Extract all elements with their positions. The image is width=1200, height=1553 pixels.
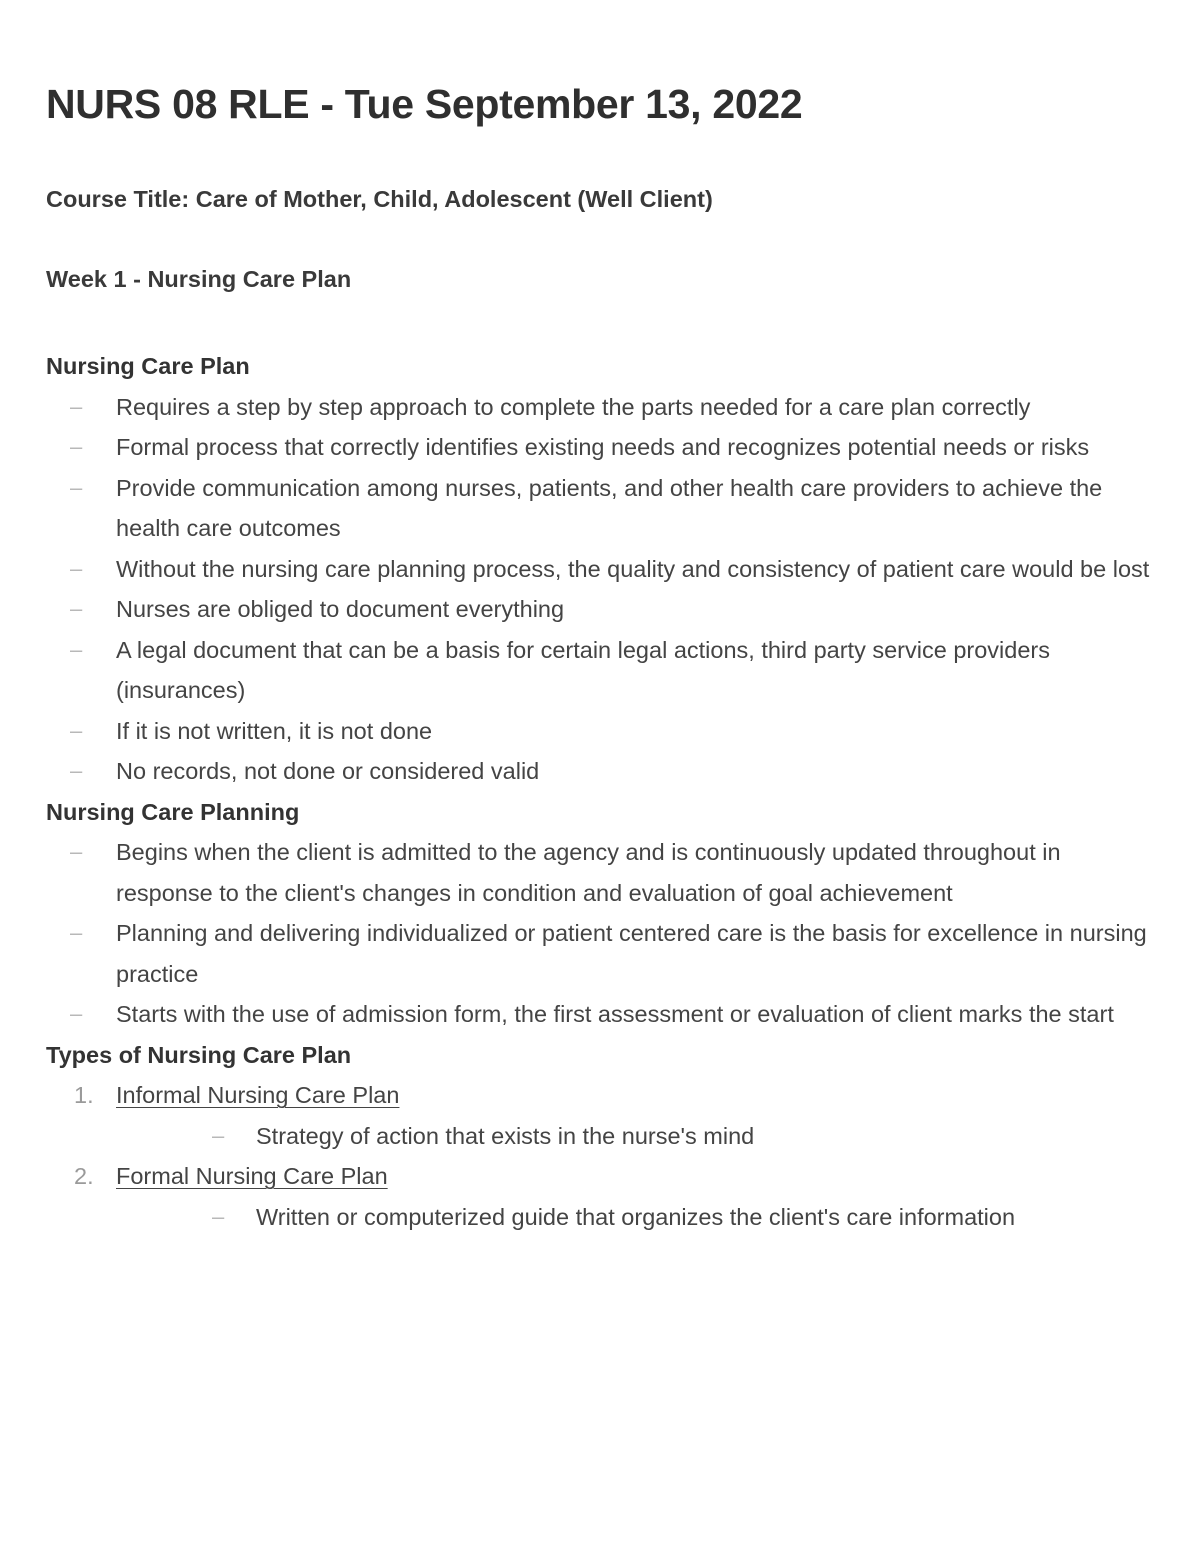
dash-bullet: – [70,434,83,459]
dash-bullet: – [70,474,83,500]
list-item [46,994,1156,1035]
list-item [46,711,1156,752]
list-item-text: If it is not written, it is not done [116,717,433,744]
dash-bullet: – [212,1122,225,1148]
sub-list [116,1197,1156,1238]
dash-bullet: – [70,1001,83,1026]
list-item [46,427,1156,468]
list-item-text: A legal document that can be a basis for certain legal actions, third party service providers (insurances) [116,636,1050,703]
section-heading-nursing-care-planning: Nursing Care Planning [46,798,300,825]
dash-bullet: – [212,1203,225,1229]
list-item [46,549,1156,590]
sub-item-text: Written or computerized guide that organizes the client's care information [256,1203,1016,1230]
list-item [46,751,1156,792]
list-item-text: Planning and delivering individualized or patient centered care is the basis for excellence in nursing practice [116,920,1147,987]
sub-list-item [116,1116,1156,1157]
page-title: NURS 08 RLE - Tue September 13, 2022 [46,81,803,127]
list-item-text: Begins when the client is admitted to the agency and is continuously updated throughout in response to the client's changes in condition and evaluation of goal achievement [116,839,1061,906]
item-number: 1. [74,1082,94,1108]
list-item-text: Starts with the use of admission form, the first assessment or evaluation of client marks the start [116,1001,1114,1027]
dash-bullet: – [70,717,83,743]
list-item-text: Without the nursing care planning process, the quality and consistency of patient care would be lost [116,555,1150,582]
dash-bullet: – [70,758,83,783]
dash-bullet: – [70,839,83,864]
course-title: Course Title: Care of Mother, Child, Adolescent (Well Client) [46,186,713,212]
list-item [46,468,1156,549]
item-number: 2. [74,1163,94,1189]
section-heading-types: Types of Nursing Care Plan [46,1041,352,1068]
list-item-text: Requires a step by step approach to complete the parts needed for a care plan correctly [116,393,1031,420]
section-heading-nursing-care-plan: Nursing Care Plan [46,353,250,379]
type-label-formal: Formal Nursing Care Plan [116,1163,388,1189]
sub-item-text: Strategy of action that exists in the nurse's mind [256,1122,755,1149]
week-title: Week 1 - Nursing Care Plan [46,266,352,292]
list-item [46,832,1156,913]
list-item [46,913,1156,994]
nursing-care-plan-list [46,387,1156,792]
list-item-text: Formal process that correctly identifies existing needs and recognizes potential needs or risks [116,434,1090,460]
sub-list [116,1116,1156,1157]
dash-bullet: – [70,393,83,419]
list-item [46,589,1156,630]
numbered-item [46,1075,1156,1156]
sub-list-item [116,1197,1156,1238]
list-item-text: Provide communication among nurses, patients, and other health care providers to achieve the health care outcomes [116,474,1103,541]
list-item [46,387,1156,428]
dash-bullet: – [70,920,83,945]
nursing-care-planning-list [46,832,1156,1035]
list-item-text: No records, not done or considered valid [116,758,540,784]
dash-bullet: – [70,555,83,581]
list-item [46,630,1156,711]
list-item-text: Nurses are obliged to document everything [116,596,565,622]
types-list [46,1075,1156,1237]
numbered-item [46,1156,1156,1237]
dash-bullet: – [70,636,83,662]
document-page [46,78,1156,1237]
type-label-informal: Informal Nursing Care Plan [116,1082,400,1108]
dash-bullet: – [70,596,83,621]
